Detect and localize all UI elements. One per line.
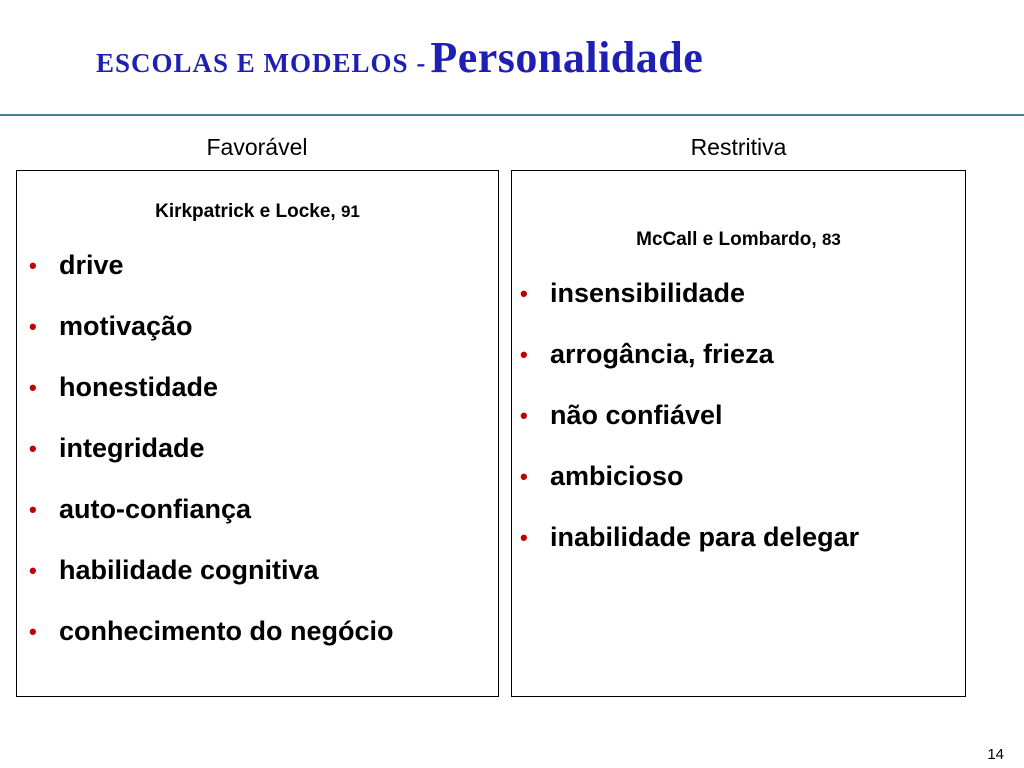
favoravel-list (29, 235, 498, 662)
bullet-icon: • (29, 314, 37, 339)
list-item-text: auto-confiança (59, 494, 252, 524)
title-main: Personalidade (430, 33, 704, 82)
bullet-icon: • (29, 375, 37, 400)
list-item-text: inabilidade para delegar (550, 522, 860, 552)
bullet-icon: • (29, 558, 37, 583)
column-header-favoravel: Favorável (206, 134, 308, 160)
bullet-icon: • (520, 281, 528, 306)
list-item (29, 357, 498, 418)
left-citation-year: 91 (340, 202, 360, 221)
list-item (29, 601, 498, 662)
list-item-text: drive (59, 250, 124, 280)
restritiva-list (520, 263, 965, 568)
slide-title (96, 32, 703, 83)
right-citation-year: 83 (821, 230, 841, 249)
list-item-text: não confiável (550, 400, 723, 430)
left-citation (17, 201, 498, 223)
list-item-text: motivação (59, 311, 193, 341)
bullet-icon: • (29, 253, 37, 278)
list-item (29, 296, 498, 357)
bullet-icon: • (520, 525, 528, 550)
list-item-text: arrogância, frieza (550, 339, 774, 369)
title-prefix: ESCOLAS E MODELOS - (96, 48, 427, 78)
list-item (520, 263, 965, 324)
list-item (520, 385, 965, 446)
page-number: 14 (987, 746, 1004, 763)
list-item-text: integridade (59, 433, 205, 463)
list-item (520, 324, 965, 385)
list-item (29, 540, 498, 601)
favoravel-box (16, 170, 499, 697)
bullet-icon: • (29, 436, 37, 461)
right-citation-authors: McCall e Lombardo, (636, 229, 817, 250)
list-item (29, 418, 498, 479)
bullet-icon: • (520, 342, 528, 367)
restritiva-box (511, 170, 966, 697)
list-item-text: conhecimento do negócio (59, 616, 394, 646)
left-citation-authors: Kirkpatrick e Locke, (155, 201, 336, 222)
list-item (29, 235, 498, 296)
title-divider (0, 114, 1024, 116)
right-citation (512, 229, 965, 251)
list-item-text: honestidade (59, 372, 219, 402)
list-item-text: ambicioso (550, 461, 684, 491)
bullet-icon: • (520, 464, 528, 489)
bullet-icon: • (29, 619, 37, 644)
list-item-text: insensibilidade (550, 278, 746, 308)
bullet-icon: • (29, 497, 37, 522)
list-item (520, 507, 965, 568)
list-item (29, 479, 498, 540)
bullet-icon: • (520, 403, 528, 428)
column-header-restritiva: Restritiva (690, 134, 787, 160)
list-item-text: habilidade cognitiva (59, 555, 319, 585)
list-item (520, 446, 965, 507)
